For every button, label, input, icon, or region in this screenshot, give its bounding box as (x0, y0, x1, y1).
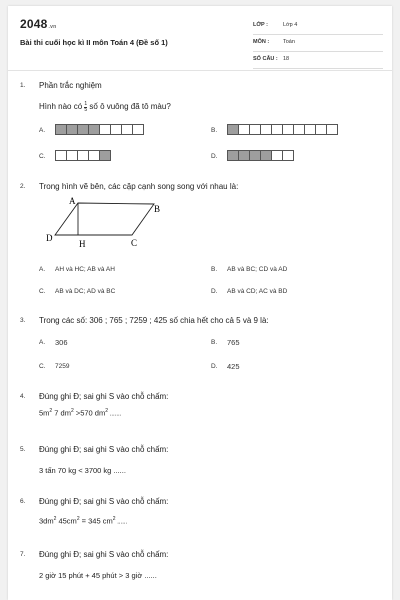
q4-number: 4. (20, 393, 26, 400)
q4-answer-blank[interactable]: ....... (108, 411, 122, 418)
header-divider (8, 70, 392, 71)
q1-sub-after: số ô vuông đã tô màu? (89, 102, 171, 112)
q4-part: 5m (39, 408, 50, 418)
q1-option-c-label[interactable]: C. (39, 153, 46, 160)
q6-statement (39, 516, 127, 526)
empty-square (282, 150, 294, 161)
q3-option-b-label[interactable]: B. (211, 339, 218, 346)
q3-option-c-label[interactable]: C. (39, 363, 46, 370)
q4-part: >570 dm (73, 408, 106, 418)
q3-option-d-label[interactable]: D. (211, 363, 218, 370)
q7-text: Đúng ghi Đ; sai ghi S vào chỗ chấm: (39, 550, 169, 559)
q5-number: 5. (20, 446, 26, 453)
q4-exp: 2 (70, 408, 74, 414)
parallelogram-shape (55, 203, 154, 235)
meta-row-count (253, 52, 383, 69)
meta-row-class (253, 18, 383, 35)
meta-row-subject (253, 35, 383, 52)
point-h-label: H (79, 239, 86, 249)
q7-number: 7. (20, 551, 26, 558)
meta-key: SỐ CÂU : (253, 56, 278, 62)
meta-key: MÔN : (253, 39, 270, 45)
q6-answer-blank[interactable]: ...... (115, 519, 128, 526)
q2-option-d-text[interactable]: AB và CD; AC và BD (227, 288, 288, 295)
q1-option-c-grid[interactable] (55, 150, 111, 161)
exam-sheet (8, 6, 392, 600)
empty-square (326, 124, 338, 135)
q1-option-b-label[interactable]: B. (211, 127, 218, 134)
q1-number: 1. (20, 82, 26, 89)
meta-value: 18 (283, 56, 290, 62)
meta-value: Lớp 4 (283, 22, 298, 28)
q2-option-b-text[interactable]: AB và BC; CD và AD (227, 266, 288, 273)
q1-sub-before: Hình nào có (39, 102, 83, 112)
exam-title: Bài thi cuối học kì II môn Toán 4 (Đề số 1) (20, 38, 168, 47)
meta-key: LỚP : (253, 22, 268, 28)
q6-text: Đúng ghi Đ; sai ghi S vào chỗ chấm: (39, 497, 169, 506)
shaded-square (99, 150, 111, 161)
q3-text: Trong các số: 306 ; 765 ; 7259 ; 425 số chia hết cho cả 5 và 9 là: (39, 316, 269, 325)
q3-option-d-text[interactable]: 425 (227, 362, 240, 371)
parallelogram-figure (34, 196, 164, 252)
q6-part: 45cm (56, 516, 77, 526)
q7-statement[interactable]: 2 giờ 15 phút + 45 phút > 3 giờ ...... (39, 571, 157, 580)
q1-option-b-grid[interactable] (227, 124, 338, 135)
q4-part: 7 dm (52, 408, 71, 418)
q2-option-c-label[interactable]: C. (39, 288, 46, 295)
meta-value: Toán (283, 39, 295, 45)
q6-exp: 2 (76, 516, 80, 522)
q4-statement (39, 408, 121, 418)
q2-option-c-text[interactable]: AB và DC; AD và BC (55, 288, 116, 295)
fraction-numerator: 1 (84, 101, 88, 107)
point-d-label: D (46, 233, 53, 243)
q6-part: 3dm (39, 516, 54, 526)
q2-option-a-text[interactable]: AH và HC; AB và AH (55, 266, 115, 273)
q3-option-a-text[interactable]: 306 (55, 338, 68, 347)
q4-exp: 2 (49, 408, 53, 414)
exam-meta (253, 18, 383, 69)
q3-option-b-text[interactable]: 765 (227, 338, 240, 347)
empty-square (132, 124, 144, 135)
logo-suffix: .vn (48, 24, 57, 30)
fraction (84, 102, 87, 112)
q1-option-a-label[interactable]: A. (39, 127, 46, 134)
q2-number: 2. (20, 183, 26, 190)
q2-option-a-label[interactable]: A. (39, 266, 46, 273)
q5-statement[interactable]: 3 tấn 70 kg < 3700 kg ...... (39, 466, 126, 475)
point-b-label: B (154, 204, 161, 214)
q1-option-a-grid[interactable] (55, 124, 144, 135)
q3-option-c-text[interactable]: 7259 (55, 363, 70, 370)
q4-text: Đúng ghi Đ; sai ghi S vào chỗ chấm: (39, 392, 169, 401)
q5-text: Đúng ghi Đ; sai ghi S vào chỗ chấm: (39, 445, 169, 454)
q1-option-d-grid[interactable] (227, 150, 294, 161)
point-c-label: C (131, 238, 138, 248)
q2-option-d-label[interactable]: D. (211, 288, 218, 295)
q4-exp: 2 (105, 408, 109, 414)
q6-number: 6. (20, 498, 26, 505)
q6-exp: 2 (112, 516, 116, 522)
q3-number: 3. (20, 317, 26, 324)
fraction-denominator: 5 (84, 106, 88, 113)
logo-text: 2048 (20, 17, 48, 31)
q3-option-a-label[interactable]: A. (39, 339, 46, 346)
q6-exp: 2 (53, 516, 57, 522)
q1-text: Phần trắc nghiệm (39, 81, 102, 90)
q2-text: Trong hình vẽ bên, các cặp cạnh song song với nhau là: (39, 182, 239, 191)
q2-option-b-label[interactable]: B. (211, 266, 218, 273)
point-a-label: A (69, 196, 76, 206)
q1-subtext (39, 102, 171, 112)
site-logo[interactable] (20, 17, 56, 31)
q6-part: = 345 cm (79, 516, 113, 526)
q1-option-d-label[interactable]: D. (211, 153, 218, 160)
